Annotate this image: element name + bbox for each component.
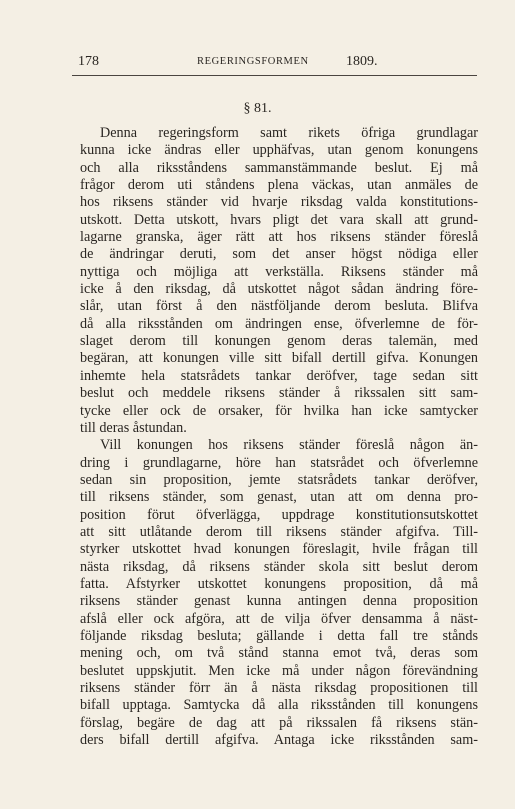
text-line: ders bifall dertill afgifva. Antaga icke riksstånden sam- (80, 732, 478, 749)
text-line: icke å den riksdag, då utskottet något sådan ändring före- (80, 281, 478, 298)
running-head-year: 1809. (346, 54, 378, 69)
text-line: styrker utskottet hvad konungen föreslagit, hvile frågan till (80, 541, 478, 558)
running-head (72, 54, 477, 76)
text-line: till deras åstundan. (80, 419, 187, 436)
text-line: lagarne granska, äger rätt att hos riksens ständer föreslå (80, 229, 478, 246)
text-line: mening och, om två stånd stanna emot två, deras som (80, 645, 478, 662)
text-line: Denna regeringsform samt rikets öfriga grundlagar (100, 125, 478, 141)
text-line: följande riksdag besluta; gällande i detta fall tre stånds (80, 627, 478, 644)
text-line: de ändringar deruti, som det anser högst nödiga eller (80, 246, 478, 263)
text-line: inhemte hela statsrådets tankar deröfver, tage sedan sitt (80, 367, 478, 384)
text-line: riksens ständer förr än å nästa riksdag propositionen till (80, 680, 478, 696)
text-line: fatta. Afstyrker utskottet konungens proposition, då må (80, 575, 478, 592)
text-line: tycke eller ock de orsaker, för hvilka han icke samtycker (80, 402, 478, 419)
text-line: afslå eller ock afgöra, att de vilja öfver densamma å näst- (80, 610, 478, 627)
text-line: och alla riksståndens sammanstämmande beslut. Ej må (80, 159, 478, 176)
text-line: dring i grundlagarne, höre han statsrådet och öfverlemne (80, 454, 478, 471)
text-line: begäran, att konungen ville sitt bifall dertill gifva. Konungen (80, 350, 478, 367)
text-line: nyttiga och möjliga att verkställa. Riksens ständer må (80, 263, 478, 280)
text-line: sedan sin proposition, jemte statsrådets tankar deröfver, (80, 471, 478, 488)
text-line: slår, utan först å den nästföljande derom besluta. Blifva (80, 298, 478, 315)
section-heading: § 81. (243, 101, 272, 116)
text-line: att sitt utlåtande derom till riksens ständer afgifva. Till- (80, 523, 478, 540)
text-line: bifall upptaga. Samtycka då alla riksstånden till konungens (80, 697, 478, 714)
text-line: då alla riksstånden om ändringen ense, öfverlemne de för- (80, 315, 478, 332)
page-number: 178 (78, 54, 99, 69)
text-line: beslutet uppskjutit. Men icke må under någon förevändning (80, 662, 478, 679)
text-line: utskott. Detta utskott, hvars pligt det vara skall att grund- (80, 211, 478, 228)
text-line: till riksens ständer, som genast, utan att om denna pro- (80, 489, 478, 506)
text-line: beslut och meddele riksens ständer å rikssalen sitt sam- (80, 385, 478, 402)
text-line: riksens ständer genast kunna antingen denna proposition (80, 593, 478, 610)
text-line: slaget derom till konungen genom deras talemän, med (80, 333, 478, 350)
text-line: hos riksens ständer vid hvarje riksdag valda konstitutions- (80, 194, 478, 211)
body-text (80, 125, 478, 749)
running-head-title: REGERINGSFORMEN (197, 56, 309, 67)
text-line: Vill konungen hos riksens ständer föreslå någon än- (100, 437, 478, 454)
text-line: nästa riksdag, då riksens ständer skola sitt beslut derom (80, 558, 478, 575)
text-line: förslag, begäre de dag att på rikssalen få riksens stän- (80, 714, 478, 731)
header-rule (72, 75, 477, 76)
text-line: frågor derom uti ståndens plena väckas, utan anmäles de (80, 177, 478, 194)
text-line: position förut öfverlägga, uppdrage konstitutionsutskottet (80, 506, 478, 523)
text-line: kunna icke ändras eller upphäfvas, utan genom konungens (80, 142, 478, 159)
